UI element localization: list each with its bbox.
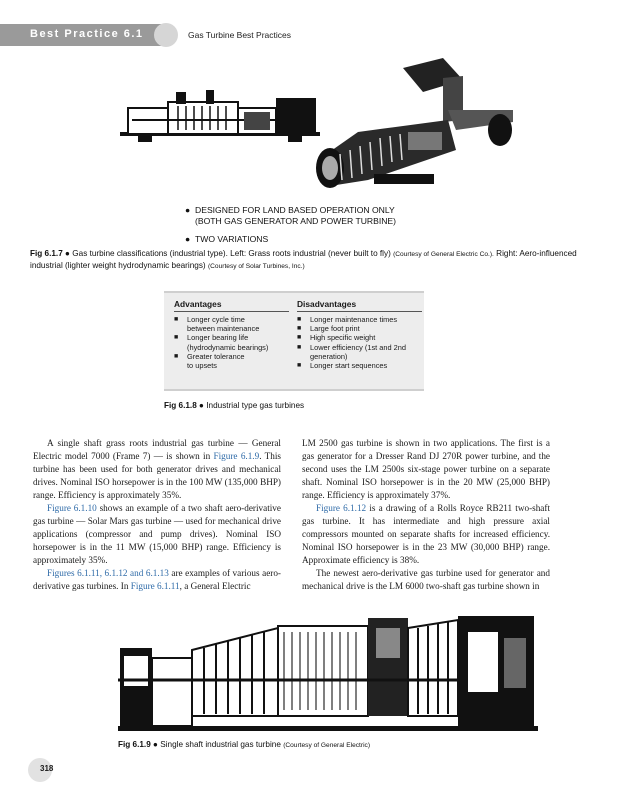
- caption-credit: (Courtesy of General Electric Co.).: [393, 251, 494, 258]
- bullet-text: TWO VARIATIONS: [195, 234, 269, 244]
- square-bullet-icon: ■: [297, 316, 302, 323]
- paragraph: Figures 6.1.11, 6.1.12 and 6.1.13 are examples of various aero-derivative gas turbines. In Figure 6.1.11, a General Electric: [33, 568, 281, 591]
- caption-text: Right: Aero-influenced industrial (lighter weight hydrodynamic bearings): [30, 249, 577, 270]
- figure-link[interactable]: Figure 6.1.10: [47, 503, 97, 513]
- list-item: ■ Longer bearing life (hydrodynamic bearings): [174, 333, 269, 352]
- header-ornament: [154, 23, 178, 47]
- list-item: [185, 234, 485, 245]
- figure-link[interactable]: Figure 6.1.11: [130, 581, 180, 591]
- body-column-left: [33, 437, 281, 593]
- disadvantages-column: [297, 299, 422, 370]
- paragraph: Figure 6.1.10 shows an example of a two shaft aero-derivative gas turbine — Solar Mars gas turbine — used for mechanical drive applications (compressor and pump drives). Nominal ISO horsepower is in the 11 MW (15,000 BHP) range. Efficiency is approximately 35%.: [33, 503, 281, 565]
- figure-link[interactable]: Figure 6.1.9: [213, 451, 260, 461]
- body-column-right: [302, 437, 550, 593]
- square-bullet-icon: ■: [174, 316, 179, 323]
- grass-roots-turbine-drawing: [120, 90, 320, 142]
- paragraph: Figure 6.1.12 is a drawing of a Rolls Royce RB211 two-shaft gas turbine. It has intermediate and high pressure axial compressors mounted on separate shafts for increased efficiency. Nominal ISO horsepower is in the 23 MW (30,000 BHP) range. Approximate efficiency is 38%.: [302, 503, 550, 565]
- list-item: ■ High specific weight: [297, 333, 376, 343]
- paragraph: A single shaft grass roots industrial gas turbine — General Electric model 7000 (Frame 7) — is shown in Figure 6.1.9. This turbine has been used for both generator drives and mechanical drives. Nominal ISO horsepower is in the 100 MW (135,000 BHP) range. Efficiency is approximately 35%.: [33, 438, 281, 500]
- disadvantages-heading: Disadvantages: [297, 299, 422, 312]
- figure-link[interactable]: Figure 6.1.12: [316, 503, 367, 513]
- list-item: ■ Large foot print: [297, 324, 360, 334]
- square-bullet-icon: ■: [174, 352, 179, 360]
- paragraph: The newest aero-derivative gas turbine used for generator and mechanical drive is the LM 6000 two-shaft gas turbine shown in: [302, 568, 550, 591]
- caption-label: Fig 6.1.8: [164, 401, 197, 410]
- list-item: ■ Lower efficiency (1st and 2nd generation): [297, 342, 406, 361]
- running-title: Gas Turbine Best Practices: [188, 30, 291, 40]
- bullet-text: (BOTH GAS GENERATOR AND POWER TURBINE): [195, 216, 397, 226]
- caption-bullet-icon: ●: [199, 401, 207, 410]
- square-bullet-icon: ■: [297, 343, 302, 351]
- turbine-classification-figure: [118, 50, 538, 200]
- figure-caption-6-1-9: [118, 739, 370, 751]
- caption-credit: (Courtesy of Solar Turbines, Inc.): [207, 263, 305, 270]
- page-number: 318: [40, 764, 54, 773]
- aero-influenced-turbine-drawing: [316, 58, 513, 188]
- advantages-heading: Advantages: [174, 299, 289, 312]
- section-label: Best Practice 6.1: [30, 28, 144, 40]
- figure-caption-6-1-7: [30, 248, 590, 272]
- paragraph: LM 2500 gas turbine is shown in two applications. The first is a gas generator for a Dresser Rand DJ 270R power turbine, and the second uses the LM 2500s six-stage power turbine on a separate shaft. Nominal ISO horsepower is in the 20 MW (25,000 BHP) range. Efficiency is approximately 37%.: [302, 438, 550, 500]
- square-bullet-icon: ■: [174, 334, 179, 342]
- caption-label: Fig 6.1.9: [118, 740, 151, 749]
- caption-text: Single shaft industrial gas turbine: [160, 740, 281, 749]
- list-item: ■ Longer cycle time between maintenance: [174, 315, 260, 334]
- caption-text: Gas turbine classifications (industrial type). Left: Grass roots industrial (never built to fly): [72, 249, 391, 258]
- figure-caption-6-1-8: [164, 400, 304, 411]
- advantages-table: [164, 291, 424, 391]
- list-item: ■ Greater tolerance to upsets: [174, 351, 245, 371]
- caption-bullet-icon: ●: [65, 249, 73, 258]
- bullet-text: DESIGNED FOR LAND BASED OPERATION ONLY: [195, 205, 395, 215]
- single-shaft-turbine-figure: [118, 598, 538, 738]
- list-item: [185, 205, 485, 227]
- caption-credit: (Courtesy of General Electric): [283, 742, 371, 749]
- caption-text: Industrial type gas turbines: [206, 401, 305, 410]
- figure-link[interactable]: Figures 6.1.11, 6.1.12 and 6.1.13: [47, 568, 169, 578]
- bullet-icon: ●: [185, 234, 191, 244]
- advantages-column: [174, 299, 289, 370]
- square-bullet-icon: ■: [297, 325, 302, 333]
- list-item: ■ Longer start sequences: [297, 361, 388, 371]
- square-bullet-icon: ■: [297, 362, 302, 370]
- figure-bullet-list: [185, 205, 485, 252]
- caption-label: Fig 6.1.7: [30, 249, 63, 258]
- square-bullet-icon: ■: [297, 334, 302, 342]
- bullet-icon: ●: [185, 205, 191, 215]
- caption-bullet-icon: ●: [153, 740, 161, 749]
- list-item: ■ Longer maintenance times: [297, 315, 398, 324]
